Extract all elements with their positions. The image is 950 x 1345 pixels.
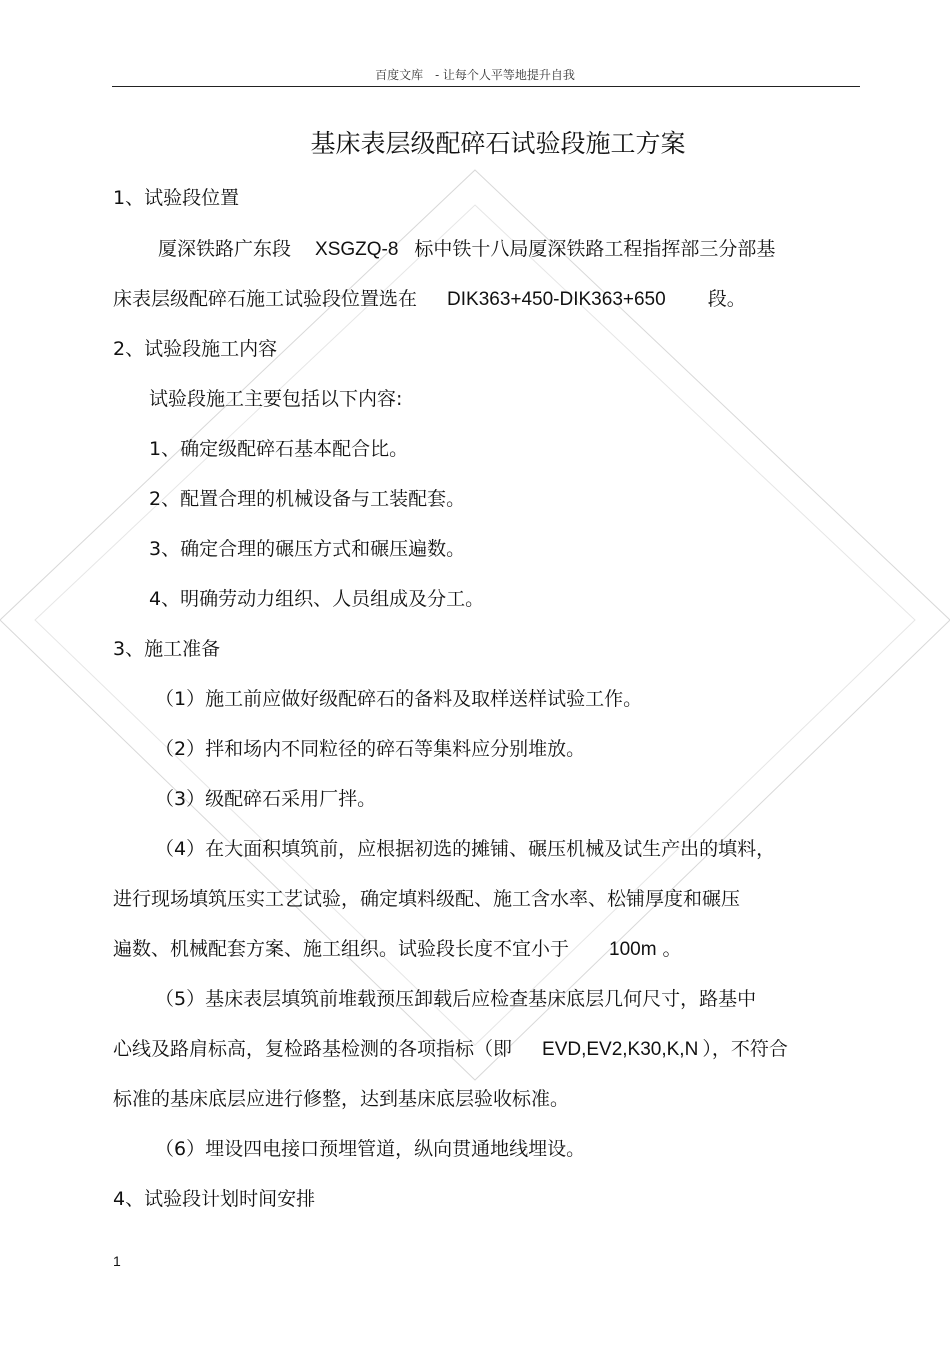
section-3-heading: 3、施工准备	[113, 638, 221, 660]
document-title: 基床表层级配碎石试验段施工方案	[310, 129, 686, 158]
page-header: 百度文库 - 让每个人平等地提升自我	[375, 68, 575, 82]
section-1-location-text: 床表层级配碎石施工试验段位置选在	[113, 288, 418, 310]
section-3-item-5-line-2	[113, 1034, 788, 1061]
section-3-item-4-line-3	[113, 934, 682, 961]
section-2-item-1: 1、确定级配碎石基本配合比。	[149, 438, 409, 460]
section-3-item-6: （6）埋设四电接口预埋管道，纵向贯通地线埋设。	[155, 1138, 586, 1160]
section-3-item-5-line-3: 标准的基床底层应进行修整，达到基床底层验收标准。	[113, 1088, 570, 1110]
section-2-item-2: 2、配置合理的机械设备与工装配套。	[149, 488, 466, 510]
section-3-item-4-line-2: 进行现场填筑压实工艺试验，确定填料级配、施工含水率、松铺厚度和碾压	[113, 888, 741, 910]
inspection-text: 心线及路肩标高，复检路基检测的各项指标（即	[113, 1038, 513, 1060]
section-1-end: 段。	[707, 288, 746, 310]
section-1-heading: 1、试验段位置	[113, 187, 240, 209]
section-4-heading: 4、试验段计划时间安排	[113, 1188, 316, 1210]
section-1-para-1	[158, 234, 775, 261]
mileage-range: DIK363+450-DIK363+650	[447, 289, 666, 310]
min-length-text: 遍数、机械配套方案、施工组织。试验段长度不宜小于	[113, 938, 570, 960]
section-2-item-4: 4、明确劳动力组织、人员组成及分工。	[149, 588, 485, 610]
inspection-indicators: EVD,EV2,K30,K,N	[542, 1039, 699, 1060]
section-1-text-rest: 标中铁十八局厦深铁路工程指挥部三分部基	[414, 238, 776, 260]
section-2-item-3: 3、确定合理的碾压方式和碾压遍数。	[149, 538, 466, 560]
min-length-value: 100m	[609, 939, 657, 960]
section-3-item-3: （3）级配碎石采用厂拌。	[155, 788, 377, 810]
page-number: 1	[113, 1253, 121, 1269]
header-divider	[112, 86, 860, 87]
section-3-item-4-line-1: （4）在大面积填筑前，应根据初选的摊铺、碾压机械及试生产出的填料，	[155, 838, 776, 860]
section-1-text: 厦深铁路广东段	[158, 238, 292, 260]
section-3-item-1: （1）施工前应做好级配碎石的备料及取样送样试验工作。	[155, 688, 643, 710]
inspection-text-end: ），不符合	[702, 1038, 788, 1060]
section-2-intro: 试验段施工主要包括以下内容:	[149, 388, 403, 410]
section-2-heading: 2、试验段施工内容	[113, 338, 278, 360]
section-3-item-2: （2）拌和场内不同粒径的碎石等集料应分别堆放。	[155, 738, 586, 760]
min-length-end: 。	[662, 938, 682, 960]
bid-section-code: XSGZQ-8	[315, 239, 399, 260]
section-1-para-2	[113, 284, 746, 311]
section-3-item-5-line-1: （5）基床表层填筑前堆载预压卸载后应检查基床底层几何尺寸，路基中	[155, 988, 757, 1010]
